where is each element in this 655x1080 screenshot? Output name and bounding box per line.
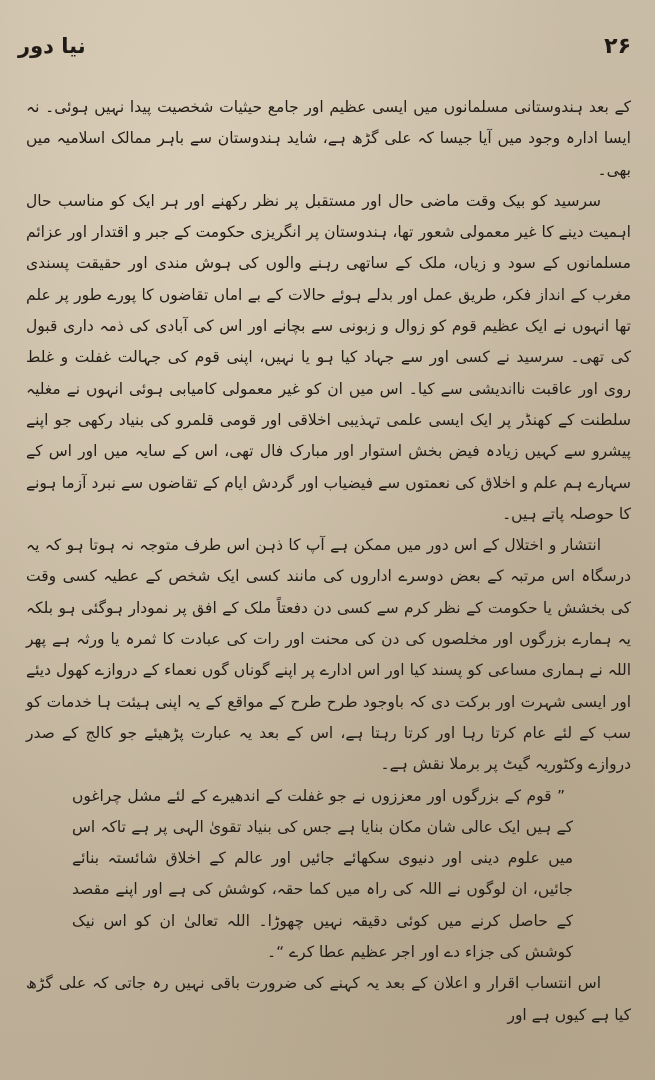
page-number: ۲۶ — [604, 34, 631, 59]
page-header — [18, 34, 631, 68]
paragraph: انتشار و اختلال کے اس دور میں ممکن ہے آپ کا ذہن اس طرف متوجہ نہ ہوتا ہو کہ یہ درسگاہ اس مرتبہ کے بعض دوسرے اداروں کی مانند کسی ایک شخص کے عطیہ کسی وقت کی بخشش یا حکومت کے نظر کرم سے کسی دن دفعتاً ملک کے افق پر نمودار ہوگئی ہو بلکہ یہ ہمارے بزرگوں اور مخلصوں کی دن کی محنت اور رات کی عبادت کا ثمرہ یا ورثہ ہے پھر اللہ نے ہماری مساعی کو پسند کیا اور اس ادارے پر اپنے گوناں گوں نعماء کے دروازے کھول دیئے اور ایسی شہرت اور برکت دی کہ باوجود طرح طرح کے مواقع کے یہ اپنی ہیئت ہا خدمات کو سب کے لئے عام کرتا رہا اور کرتا رہتا ہے، اس کے بعد یہ عبارت پڑھیئے جو کالج کے صدر دروازے وکٹوریہ گیٹ پر برملا نقش ہے۔ — [26, 536, 631, 774]
paragraph: اس انتساب اقرار و اعلان کے بعد یہ کہنے کی ضرورت باقی نہیں رہ جاتی کہ علی گڑھ کیا ہے کیوں ہے اور — [26, 974, 631, 1024]
inscription-quote: ” قوم کے بزرگوں اور معززوں نے جو غفلت کے اندھیرے کے لئے مشل چراغوں کے ہیں ایک عالی شان مکان بنایا ہے جس کی بنیاد تقویٰ الہی پر ہے تاکہ اس میں علوم دینی اور دنیوی سکھائے جائیں اور عالم کے اخلاق شائستہ بنائے جائیں، ان لوگوں نے اللہ کی راہ میں کما حقہ، کوشش کی ہے اور اپنے مقصد کے حاصل کرنے میں کوئی دقیقہ نہیں چھوڑا۔ اللہ تعالیٰ ان کو اس نیک کوشش کی جزاء دے اور اجر عظیم عطا کرے “۔ — [72, 786, 573, 962]
page-body — [26, 92, 631, 1040]
paragraph: کے بعد ہندوستانی مسلمانوں میں ایسی عظیم اور جامع حیثیات شخصیت پیدا نہیں ہوئی۔ نہ ایسا ادارہ وجود میں آیا جیسا کہ علی گڑھ ہے، شاید ہندوستان سے باہر ممالک اسلامیہ میں بھی۔ — [26, 98, 631, 179]
running-title: نیا دور — [18, 34, 86, 58]
paragraph: سرسید کو بیک وقت ماضی حال اور مستقبل پر نظر رکھنے اور ہر ایک کو مناسب حال اہمیت دینے کا غیر معمولی شعور تھا، ہندوستان پر انگریزی حکومت کے جبر و اقتدار اور عزائم مسلمانوں کے سود و زیاں، ملک کے ساتھی رہنے والوں کی ہوش مندی اور حقیقت پسندی مغرب کے انداز فکر، طریق عمل اور بدلے ہوئے حالات کے بے اماں تقاضوں کا پورے طور پر علم تھا انہوں نے ایک عظیم قوم کو زوال و زبونی سے بچانے اور اس کی آبادی کی ذمہ داری قبول کی تھی۔ سرسید نے کسی اور سے جہاد کیا ہو یا نہیں، اپنی قوم کی جہالت غفلت و غلط روی اور عاقبت نااندیشی سے کیا۔ اس میں ان کو غیر معمولی کامیابی ہوئی انہوں نے مغلیہ سلطنت کے کھنڈر پر ایک ایسی علمی تہذیبی اخلاقی اور قومی قلمرو کی بنیاد رکھی جو اپنے پیشرو سے کہیں زیادہ فیض بخش استوار اور مبارک فال تھی، اس کے سایہ میں اور اس کے سہارے ہم علم و اخلاق کی نعمتوں سے فیضیاب اور گردش ایام کے تقاضوں سے نبرد آزما ہونے کا حوصلہ پاتے ہیں۔ — [26, 191, 632, 523]
